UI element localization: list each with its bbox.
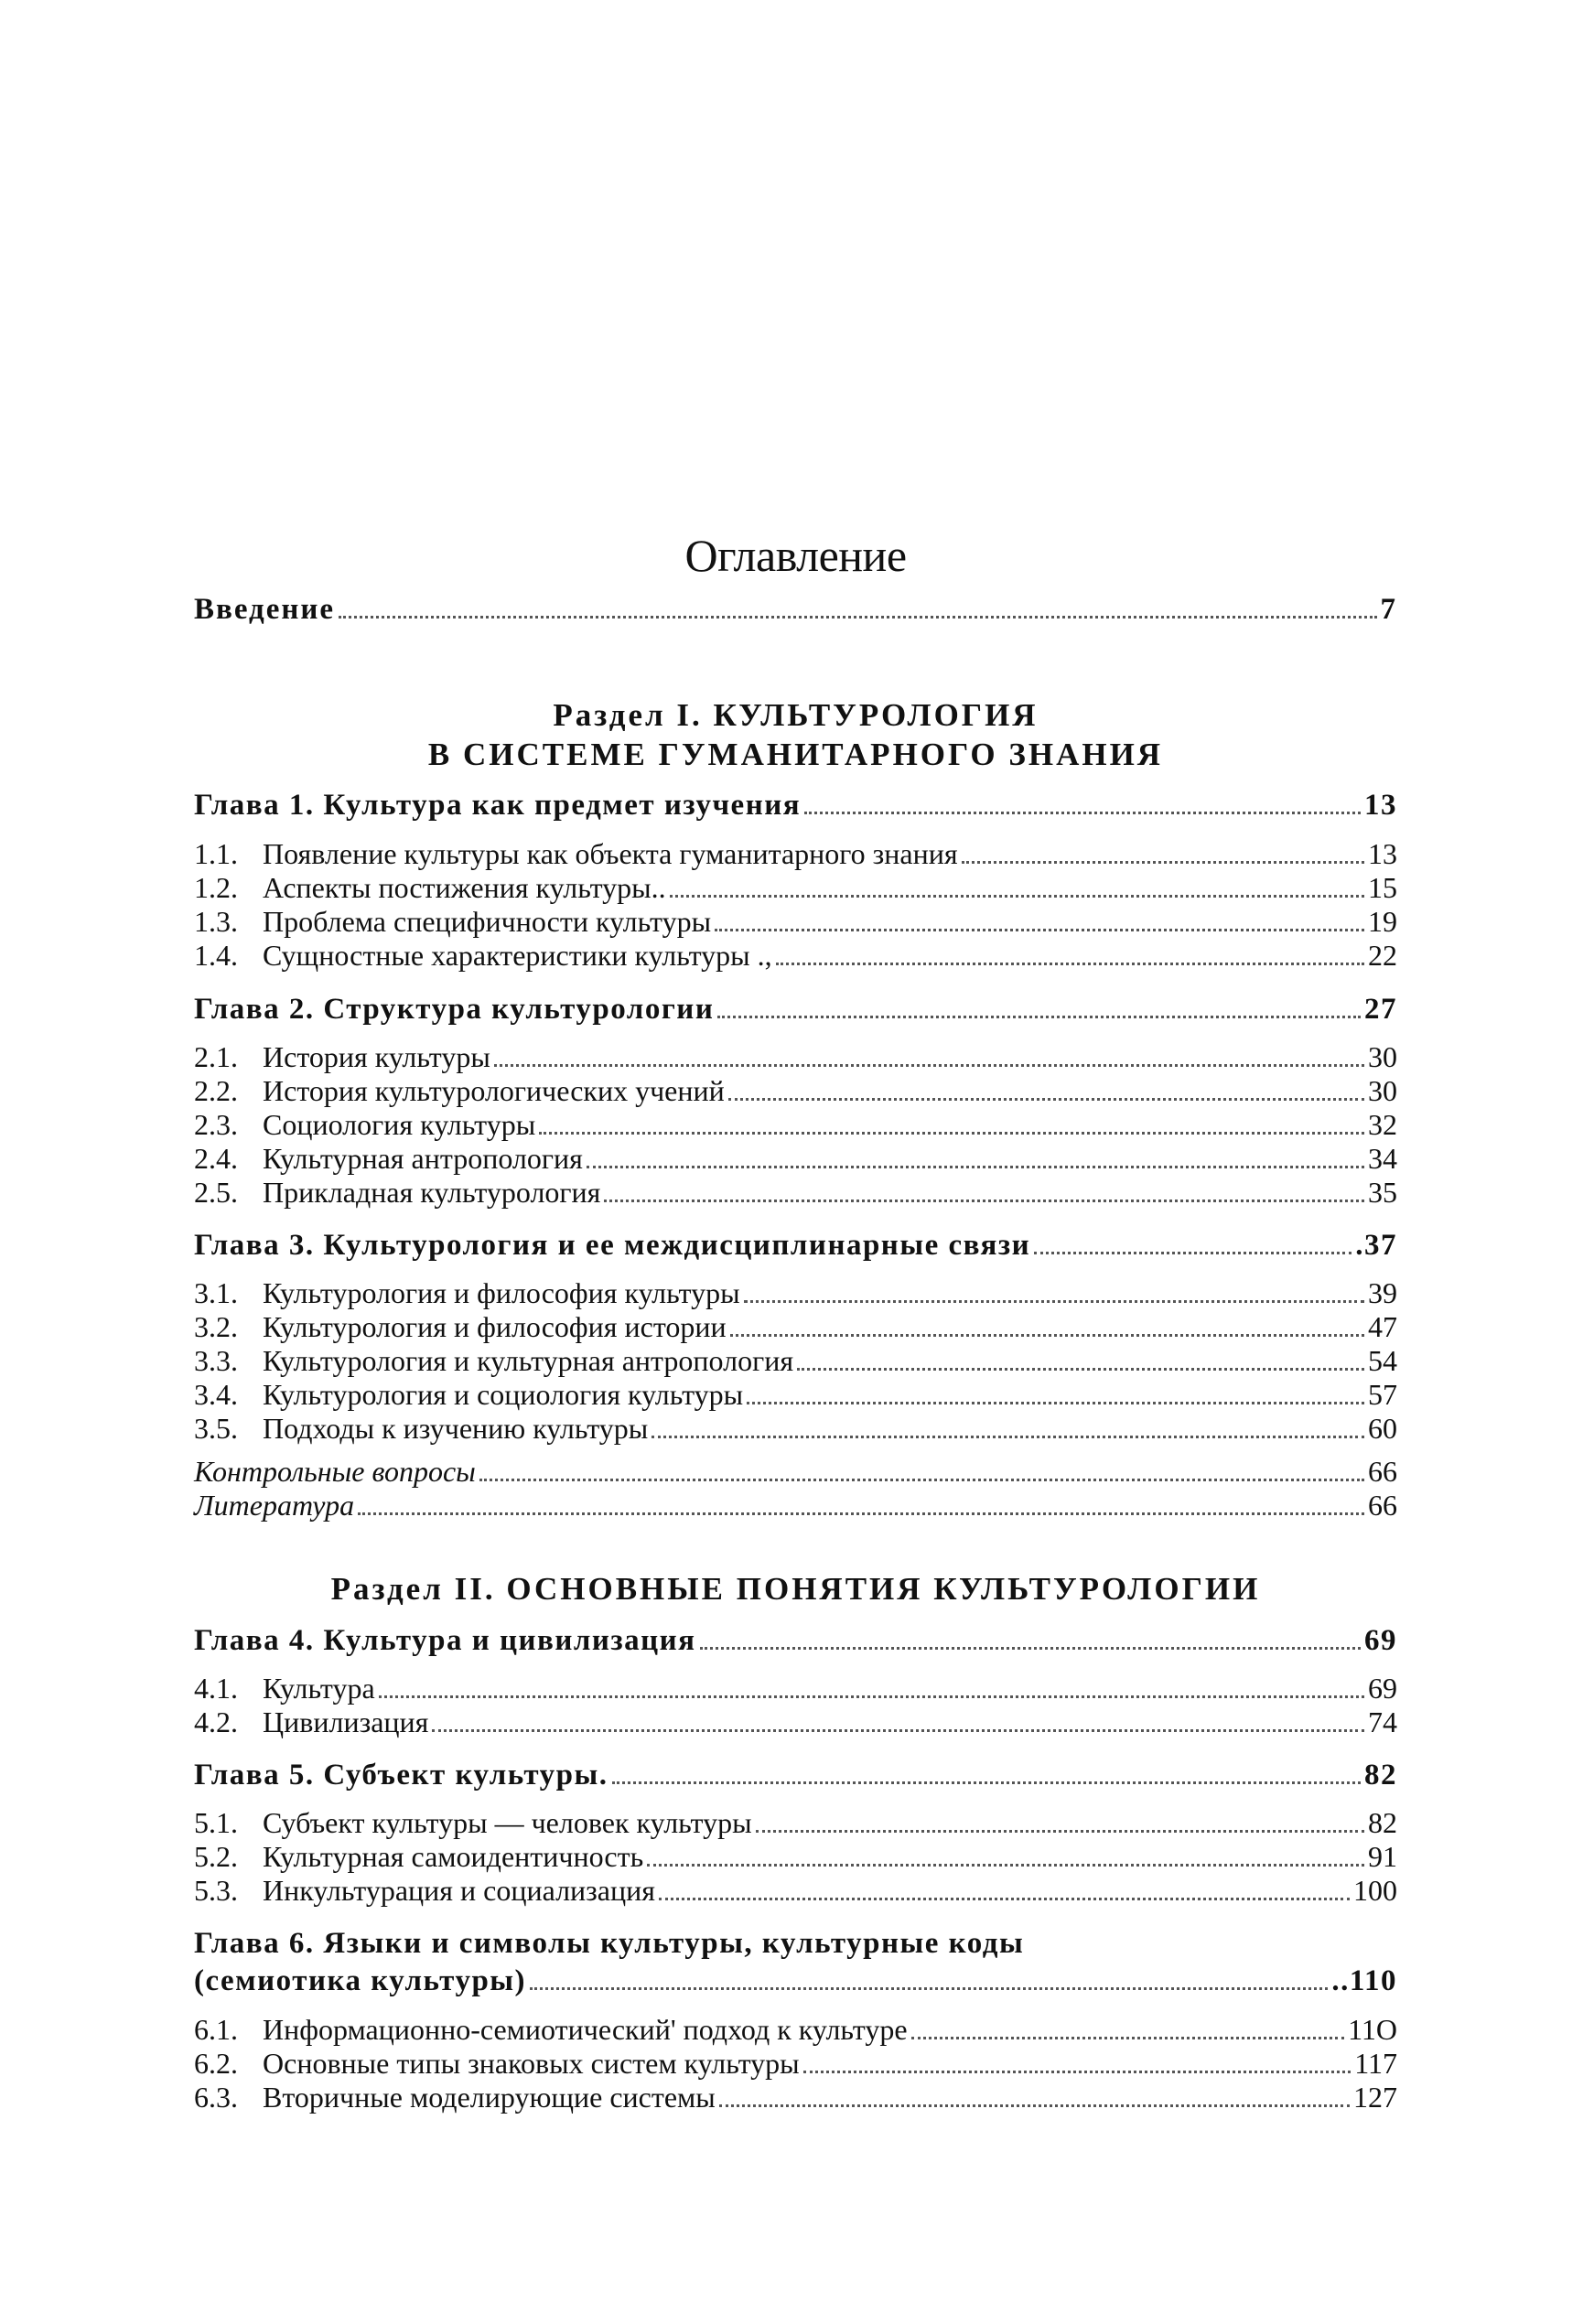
toc-chapter-6-cont[interactable] [194, 1964, 1397, 1998]
section-title: Социология культуры [263, 1108, 536, 1141]
chapter-label: Глава 3. Культурология и ее междисциплинарные связи [194, 1229, 1031, 1262]
chapter-page: 82 [1364, 1759, 1397, 1791]
section-title: Информационно-семиотический' подход к культуре [263, 2013, 908, 2046]
chapter-label: Глава 1. Культура как предмет изучения [194, 789, 802, 822]
leader-dots [539, 1132, 1364, 1135]
toc-chapter-4[interactable] [194, 1624, 1397, 1658]
entry-label: Введение [194, 593, 336, 626]
toc-section[interactable] [194, 871, 1397, 905]
section-number: 2.1. [194, 1040, 238, 1073]
leader-dots [700, 1647, 1361, 1650]
section-title: Вторичные моделирующие системы [263, 2081, 716, 2114]
leader-dots [730, 1334, 1364, 1337]
toc-section[interactable] [194, 1412, 1397, 1446]
section-number: 5.2. [194, 1840, 238, 1873]
part-heading-line: В СИСТЕМЕ ГУМАНИТАРНОГО ЗНАНИЯ [427, 737, 1164, 772]
section-number: 3.3. [194, 1344, 238, 1377]
section-number: 1.1. [194, 837, 238, 870]
chapter-page: .37 [1355, 1229, 1397, 1262]
chapter-page: 69 [1364, 1624, 1397, 1657]
leader-dots [719, 2104, 1350, 2107]
leader-dots [962, 861, 1364, 864]
chapter-label: Глава 4. Культура и цивилизация [194, 1624, 696, 1657]
section-title: Цивилизация [263, 1705, 429, 1738]
section-page: 13 [1368, 837, 1397, 870]
part-heading [194, 1569, 1397, 1609]
section-title: Культурология и культурная антропология [263, 1344, 794, 1377]
toc-chapter-2[interactable] [194, 993, 1397, 1027]
leader-dots [587, 1166, 1364, 1168]
toc-chapter-1[interactable] [194, 789, 1397, 823]
leader-dots [652, 1436, 1364, 1438]
section-page: 74 [1368, 1705, 1397, 1738]
section-number: 3.2. [194, 1310, 238, 1343]
section-title: История культуры [263, 1040, 490, 1073]
section-number: 6.3. [194, 2081, 238, 2114]
toc-chapter-6[interactable] [194, 1927, 1397, 1961]
section-number: 4.1. [194, 1672, 238, 1705]
section-page: 127 [1353, 2081, 1397, 2114]
leader-dots [804, 812, 1361, 814]
toc-section[interactable] [194, 1705, 1397, 1739]
section-number: 5.3. [194, 1874, 238, 1907]
leader-dots [803, 2071, 1351, 2073]
section-number: 3.1. [194, 1276, 238, 1309]
toc-entry-intro[interactable] [194, 593, 1397, 627]
toc-section[interactable] [194, 939, 1397, 973]
part-heading [194, 695, 1397, 774]
chapter-label: Глава 5. Субъект культуры. [194, 1759, 608, 1791]
leader-dots [358, 1512, 1364, 1515]
chapter-page: 27 [1364, 993, 1397, 1026]
section-page: 32 [1368, 1108, 1397, 1141]
chapter-page: ..110 [1331, 1964, 1397, 1997]
section-page: 100 [1353, 1874, 1397, 1907]
toc-section[interactable] [194, 2013, 1397, 2047]
part-heading-line: Раздел II. ОСНОВНЫЕ ПОНЯТИЯ КУЛЬТУРОЛОГИИ [330, 1571, 1261, 1607]
section-number: 2.2. [194, 1074, 238, 1107]
entry-label: Контрольные вопросы [194, 1455, 476, 1488]
section-page: 22 [1368, 939, 1397, 972]
section-page: 57 [1368, 1378, 1397, 1411]
toc-section[interactable] [194, 1672, 1397, 1705]
section-number: 2.3. [194, 1108, 238, 1141]
entry-page: 66 [1368, 1489, 1397, 1522]
toc-section[interactable] [194, 1040, 1397, 1074]
section-number: 2.5. [194, 1176, 238, 1209]
section-title: Культура [263, 1672, 375, 1705]
toc-entry-questions[interactable] [194, 1455, 1397, 1489]
section-page: 15 [1368, 871, 1397, 904]
toc-entry-literature[interactable] [194, 1489, 1397, 1522]
section-title: Появление культуры как объекта гуманитарного знания [263, 837, 958, 870]
leader-dots [728, 1098, 1364, 1101]
toc-section[interactable] [194, 2081, 1397, 2114]
section-title: Культурология и философия истории [263, 1310, 727, 1343]
toc-section[interactable] [194, 1276, 1397, 1310]
section-page: 91 [1368, 1840, 1397, 1873]
section-page: 19 [1368, 905, 1397, 938]
section-title: Культурная самоидентичность [263, 1840, 644, 1873]
section-title: Проблема специфичности культуры [263, 905, 712, 938]
toc-chapter-5[interactable] [194, 1759, 1397, 1792]
leader-dots [494, 1064, 1364, 1067]
section-title: Прикладная культурология [263, 1176, 601, 1209]
toc-section[interactable] [194, 1378, 1397, 1412]
section-page: 60 [1368, 1412, 1397, 1445]
toc-section[interactable] [194, 1074, 1397, 1108]
chapter-label: Глава 2. Структура культурологии [194, 993, 715, 1026]
part-heading-line: Раздел I. КУЛЬТУРОЛОГИЯ [553, 697, 1039, 733]
toc-section[interactable] [194, 905, 1397, 939]
toc-section[interactable] [194, 1840, 1397, 1874]
toc-section[interactable] [194, 1874, 1397, 1908]
section-number: 3.5. [194, 1412, 238, 1445]
section-title: Культурология и философия культуры [263, 1276, 740, 1309]
section-title: Аспекты постижения культуры.. [263, 871, 666, 904]
leader-dots [747, 1402, 1364, 1404]
chapter-label-line: Глава 6. Языки и символы культуры, культурные коды [194, 1927, 1025, 1960]
section-number: 6.2. [194, 2047, 238, 2080]
section-number: 1.4. [194, 939, 238, 972]
page-title: Оглавление [684, 530, 907, 581]
section-title: Подходы к изучению культуры [263, 1412, 649, 1445]
leader-dots [379, 1695, 1364, 1698]
leader-dots [717, 1016, 1361, 1018]
leader-dots [1034, 1252, 1351, 1254]
section-page: 30 [1368, 1040, 1397, 1073]
leader-dots [670, 895, 1364, 898]
toc-section[interactable] [194, 1176, 1397, 1210]
section-page: 35 [1368, 1176, 1397, 1209]
leader-dots [432, 1729, 1364, 1732]
leader-dots [339, 616, 1376, 619]
section-page: 117 [1354, 2047, 1397, 2080]
section-number: 5.1. [194, 1806, 238, 1839]
section-number: 1.2. [194, 871, 238, 904]
section-page: 34 [1368, 1142, 1397, 1175]
toc-section[interactable] [194, 1310, 1397, 1344]
section-number: 1.3. [194, 905, 238, 938]
section-page: 11O [1348, 2013, 1397, 2046]
toc-section[interactable] [194, 1806, 1397, 1840]
entry-label: Литература [194, 1489, 355, 1522]
entry-page: 66 [1368, 1455, 1397, 1488]
section-page: 39 [1368, 1276, 1397, 1309]
leader-dots [744, 1300, 1364, 1303]
section-title: Инкультурация и социализация [263, 1874, 655, 1907]
section-number: 4.2. [194, 1705, 238, 1738]
leader-dots [776, 963, 1364, 965]
toc-section[interactable] [194, 2047, 1397, 2081]
chapter-label-line: (семиотика культуры) [194, 1964, 527, 1997]
section-title: Сущностные характеристики культуры ., [263, 939, 772, 972]
toc-chapter-3[interactable] [194, 1229, 1397, 1263]
leader-dots [479, 1479, 1364, 1481]
leader-dots [659, 1898, 1350, 1900]
section-number: 2.4. [194, 1142, 238, 1175]
leader-dots [647, 1864, 1364, 1867]
leader-dots [797, 1368, 1364, 1371]
toc-section[interactable] [194, 837, 1397, 871]
section-page: 69 [1368, 1672, 1397, 1705]
leader-dots [911, 2037, 1345, 2039]
section-title: Субъект культуры — человек культуры [263, 1806, 752, 1839]
section-title: Культурология и социология культуры [263, 1378, 744, 1411]
section-title: Культурная антропология [263, 1142, 583, 1175]
leader-dots [612, 1781, 1361, 1784]
section-page: 82 [1368, 1806, 1397, 1839]
toc-section[interactable] [194, 1142, 1397, 1176]
leader-dots [604, 1200, 1364, 1202]
section-number: 3.4. [194, 1378, 238, 1411]
toc-section[interactable] [194, 1344, 1397, 1378]
entry-page: 7 [1380, 593, 1397, 626]
toc-section[interactable] [194, 1108, 1397, 1142]
section-page: 47 [1368, 1310, 1397, 1343]
section-number: 6.1. [194, 2013, 238, 2046]
section-title: Основные типы знаковых систем культуры [263, 2047, 800, 2080]
section-title: История культурологических учений [263, 1074, 725, 1107]
leader-dots [530, 1987, 1328, 1990]
leader-dots [715, 929, 1364, 931]
section-page: 54 [1368, 1344, 1397, 1377]
section-page: 30 [1368, 1074, 1397, 1107]
chapter-page: 13 [1364, 789, 1397, 822]
leader-dots [756, 1830, 1364, 1833]
